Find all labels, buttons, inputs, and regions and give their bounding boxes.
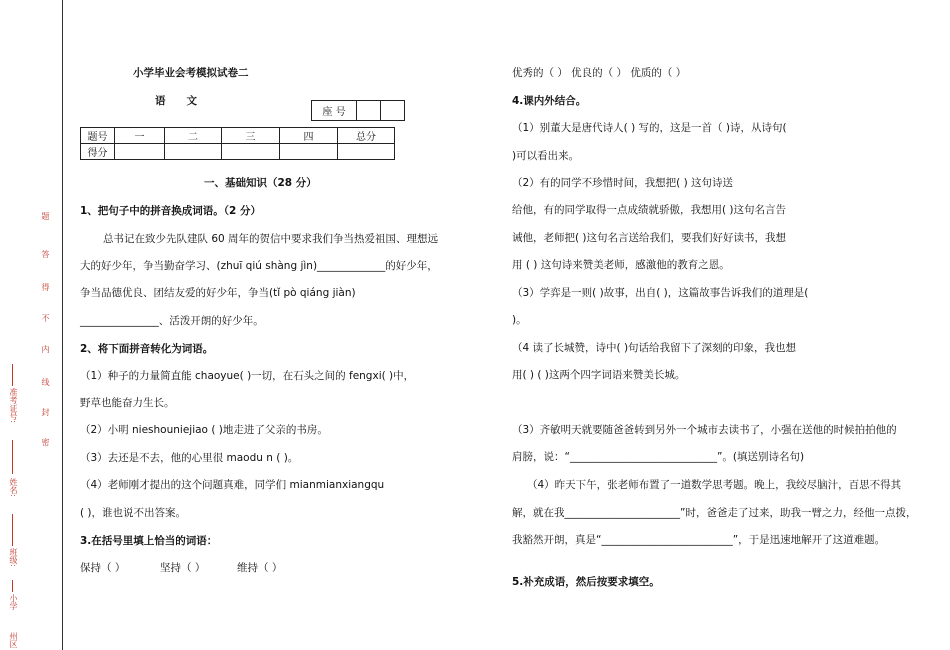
seat-number-label: 座 号 xyxy=(312,101,357,121)
question-text: 大的好少年，争当勤奋学习、(zhuī qiú shàng jìn)_____________的好少年， xyxy=(80,260,438,272)
margin-blank-line xyxy=(12,580,13,592)
fold-char: 得 xyxy=(41,283,50,291)
margin-blank-line xyxy=(12,514,13,546)
binding-line xyxy=(62,0,63,650)
question-text: 保持（ ） xyxy=(80,562,126,574)
score-header: 总分 xyxy=(338,128,395,144)
seat-number-cell[interactable] xyxy=(381,101,405,121)
question-text: 优秀的（ ） 优良的（ ） 优质的（ ） xyxy=(512,67,687,79)
question-5-title: 5.补充成语，然后按要求填空。 xyxy=(512,576,660,588)
question-text: 野草也能奋力生长。 xyxy=(80,397,175,409)
question-text: ( )，谁也说不出答案。 xyxy=(80,507,187,519)
question-text: （2）有的同学不珍惜时间，我想把( ) 这句诗送 xyxy=(512,177,734,189)
score-header: 四 xyxy=(280,128,338,144)
question-text: )可以看出来。 xyxy=(512,150,580,162)
question-1-title: 1、把句子中的拼音换成词语。（2 分） xyxy=(80,205,262,217)
question-text: （4）昨天下午，张老师布置了一道数学思考题。晚上，我绞尽脑汁，百思不得其 xyxy=(527,479,902,491)
exam-title: 小学毕业会考模拟试卷二 xyxy=(133,67,249,79)
fold-char: 答 xyxy=(41,250,50,258)
fold-char: 封 xyxy=(41,408,50,416)
subject-title: 语 文 xyxy=(155,95,197,107)
margin-blank-line xyxy=(12,364,13,386)
question-text: _______________、活泼开朗的好少年。 xyxy=(80,315,264,327)
score-cell[interactable] xyxy=(165,144,222,160)
question-text: 用 ( ) 这句诗来赞美老师，感激他的教育之恩。 xyxy=(512,259,730,271)
score-header: 三 xyxy=(222,128,280,144)
fold-char: 密 xyxy=(41,438,50,446)
question-text: 总书记在致少先队建队 60 周年的贺信中要求我们争当热爱祖国、理想远 xyxy=(103,233,439,245)
fold-char: 线 xyxy=(41,378,50,386)
score-header: 二 xyxy=(165,128,222,144)
question-text: （2）小明 nieshouniejiao ( )地走进了父亲的书房。 xyxy=(80,424,328,436)
question-text: 我豁然开朗，真是“_________________________”，于是迅速地解开了这道难题。 xyxy=(512,534,886,546)
margin-field-district: 州区 xyxy=(9,632,18,648)
question-text: 坚持（ ） xyxy=(160,562,206,574)
fold-char: 内 xyxy=(41,345,50,353)
score-cell[interactable] xyxy=(280,144,338,160)
score-header: 题号 xyxy=(81,128,115,144)
score-cell[interactable] xyxy=(338,144,395,160)
fold-char: 题 xyxy=(41,212,50,220)
question-text: （4）老师刚才提出的这个问题真难，同学们 mianmianxiangqu xyxy=(80,479,385,491)
question-text: （3）去还是不去，他的心里很 maodu n ( )。 xyxy=(80,452,299,464)
score-table-score-row xyxy=(81,144,395,160)
question-2-title: 2、将下面拼音转化为词语。 xyxy=(80,343,214,355)
fold-char: 不 xyxy=(41,314,50,322)
question-text: （1）种子的力量简直能 chaoyue( )一切，在石头之间的 fengxi( )中， xyxy=(80,370,415,382)
question-text: 给他，有的同学取得一点成绩就骄傲，我想用( )这句名言告 xyxy=(512,204,787,216)
score-table-header-row xyxy=(81,128,395,144)
score-row-label: 得分 xyxy=(81,144,115,160)
margin-blank-line xyxy=(12,440,13,474)
question-text: （4 读了长城赞，诗中( )句话给我留下了深刻的印象，我也想 xyxy=(512,342,797,354)
question-text: 维持（ ） xyxy=(237,562,283,574)
score-header: 一 xyxy=(115,128,165,144)
question-3-title: 3.在括号里填上恰当的词语： xyxy=(80,535,218,547)
margin-field-class: 班级: xyxy=(9,548,18,567)
seat-number-box xyxy=(311,100,405,121)
section-heading: 一、基础知识（28 分） xyxy=(204,177,317,189)
margin-field-exam-number: 准考证号: xyxy=(9,388,18,423)
score-cell[interactable] xyxy=(222,144,280,160)
question-text: 用( ) ( )这两个四字词语来赞美长城。 xyxy=(512,369,686,381)
question-text: （3）齐敏明天就要随爸爸转到另外一个城市去读书了，小强在送他的时候拍拍他的 xyxy=(512,424,897,436)
question-4-title: 4.课内外结合。 xyxy=(512,95,587,107)
margin-field-school: 小学 xyxy=(9,594,18,610)
question-text: 肩膀，说：“____________________________”。(填送别诗名句) xyxy=(512,451,805,463)
question-text: （1）别董大是唐代诗人( ) 写的，这是一首（ )诗，从诗句( xyxy=(512,122,787,134)
question-text: 解，就在我______________________”时，爸爸走了过来，助我一臂之力，经他一点拨， xyxy=(512,507,917,519)
question-text: （3）学弈是一则( )故事，出自( )，这篇故事告诉我们的道理是( xyxy=(512,287,809,299)
margin-field-name: 姓名: xyxy=(9,478,18,497)
seat-number-cell[interactable] xyxy=(357,101,381,121)
score-cell[interactable] xyxy=(115,144,165,160)
score-table xyxy=(80,127,395,160)
question-text: 争当品德优良、团结友爱的好少年，争当(tǐ pò qiáng jiàn) xyxy=(80,287,356,299)
question-text: )。 xyxy=(512,314,527,326)
question-text: 诫他，老师把( )这句名言送给我们，要我们好好读书，我想 xyxy=(512,232,787,244)
